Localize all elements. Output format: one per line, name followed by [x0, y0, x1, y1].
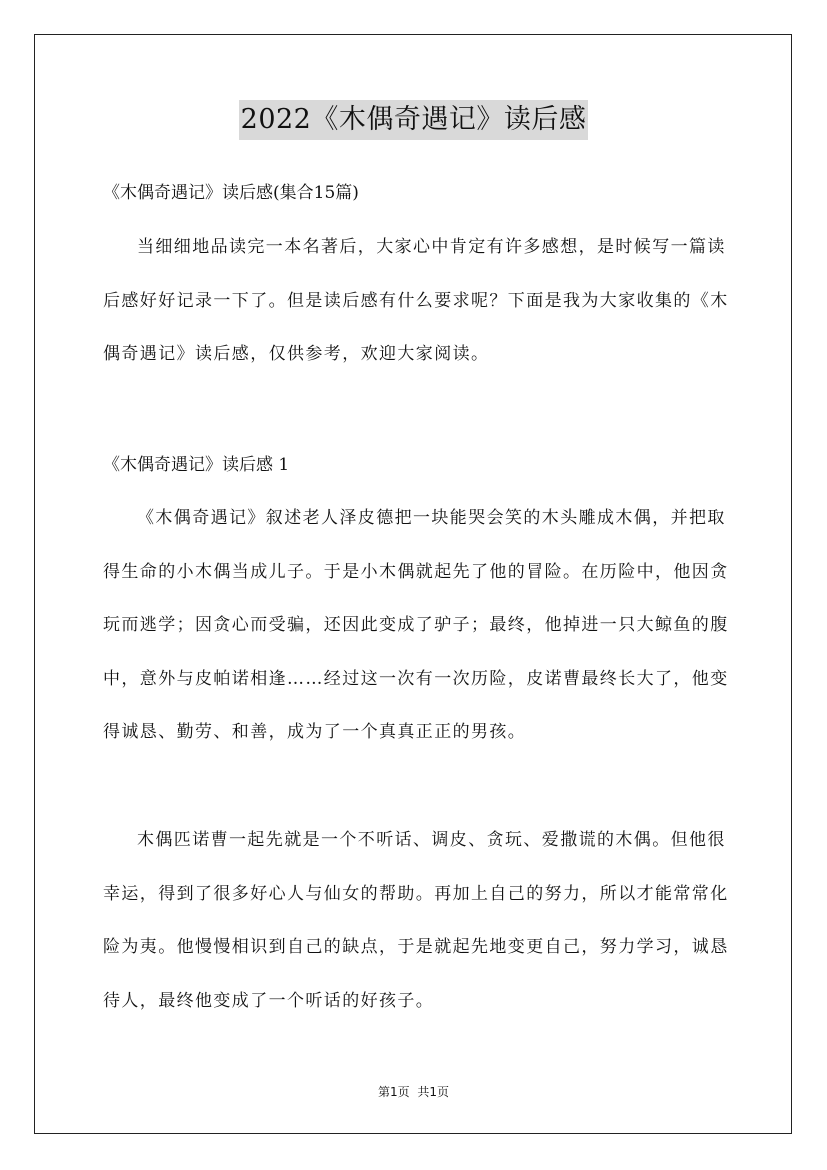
body-paragraph-2: 木偶匹诺曹一起先就是一个不听话、调皮、贪玩、爱撒谎的木偶。但他很幸运，得到了很多好心人与仙女的帮助。再加上自己的努力，所以才能常常化险为夷。他慢慢相识到自己的缺点，于是就起先地变更自己，努力学习，诚恳待人，最终他变成了一个听话的好孩子。 — [103, 830, 729, 1011]
document-subtitle: 《木偶奇遇记》读后感(集合15篇) — [103, 183, 359, 203]
page-footer — [0, 1083, 827, 1101]
page-total: 共1页 — [417, 1085, 449, 1099]
body-paragraph-1: 《木偶奇遇记》叙述老人泽皮德把一块能哭会笑的木头雕成木偶，并把取得生命的小木偶当成儿子。于是小木偶就起先了他的冒险。在历险中，他因贪玩而逃学；因贪心而受骗，还因此变成了驴子；最终，他掉进一只大鲸鱼的腹中，意外与皮帕诺相逢……经过这一次有一次历险，皮诺曹最终长大了，他变得诚恳、勤劳、和善，成为了一个真真正正的男孩。 — [103, 508, 729, 742]
intro-paragraph: 当细细地品读完一本名著后，大家心中肯定有许多感想，是时候写一篇读后感好好记录一下了。但是读后感有什么要求呢？下面是我为大家收集的《木偶奇遇记》读后感，仅供参考，欢迎大家阅读。 — [103, 237, 729, 364]
document-title: 2022《木偶奇遇记》读后感 — [239, 100, 589, 140]
section-heading: 《木偶奇遇记》读后感 1 — [103, 455, 290, 475]
page-number: 第1页 — [378, 1085, 410, 1099]
title-container — [0, 100, 827, 140]
